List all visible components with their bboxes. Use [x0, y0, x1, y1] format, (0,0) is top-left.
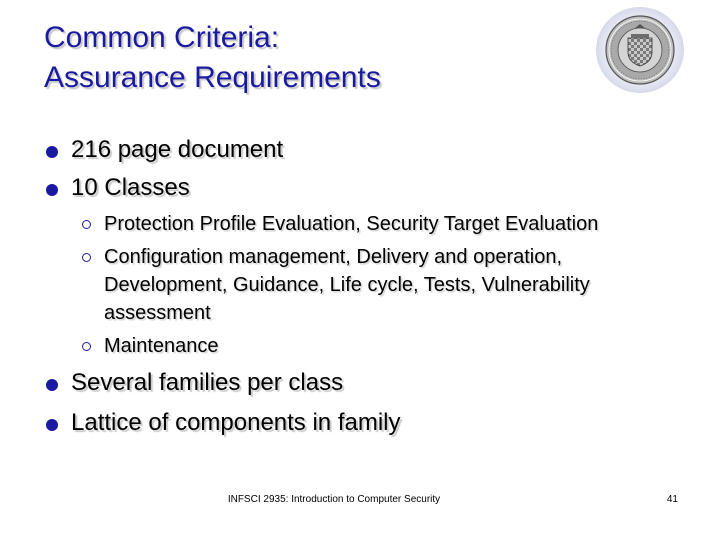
- bullet-icon: [46, 184, 58, 196]
- bullet-icon: [46, 146, 58, 158]
- bullet-text: 216 page document: [71, 136, 284, 163]
- bullet-text: 10 Classes: [71, 174, 190, 201]
- bullet-icon: [46, 419, 58, 431]
- footer-text: INFSCI 2935: Introduction to Computer Security: [227, 494, 441, 505]
- sub-bullet-text: Configuration management, Delivery and operation, Development, Guidance, Life cycle, Tests, Vulnerability assessment: [104, 246, 590, 324]
- sub-bullet-icon: [82, 342, 91, 351]
- title-line-1: Common Criteria:: [44, 21, 280, 54]
- slide-footer: [0, 490, 720, 510]
- bullet-text: Lattice of components in family: [71, 409, 401, 436]
- bullet-text: Several families per class: [71, 369, 344, 396]
- bullet-icon: [46, 379, 58, 391]
- sub-bullet-icon: [82, 220, 91, 229]
- page-number: 41: [666, 494, 678, 505]
- sub-bullet-icon: [82, 253, 91, 262]
- sub-bullet-text: Protection Profile Evaluation, Security Target Evaluation: [104, 213, 599, 235]
- sub-bullet-text: Maintenance: [104, 335, 219, 357]
- title-line-2: Assurance Requirements: [44, 61, 381, 94]
